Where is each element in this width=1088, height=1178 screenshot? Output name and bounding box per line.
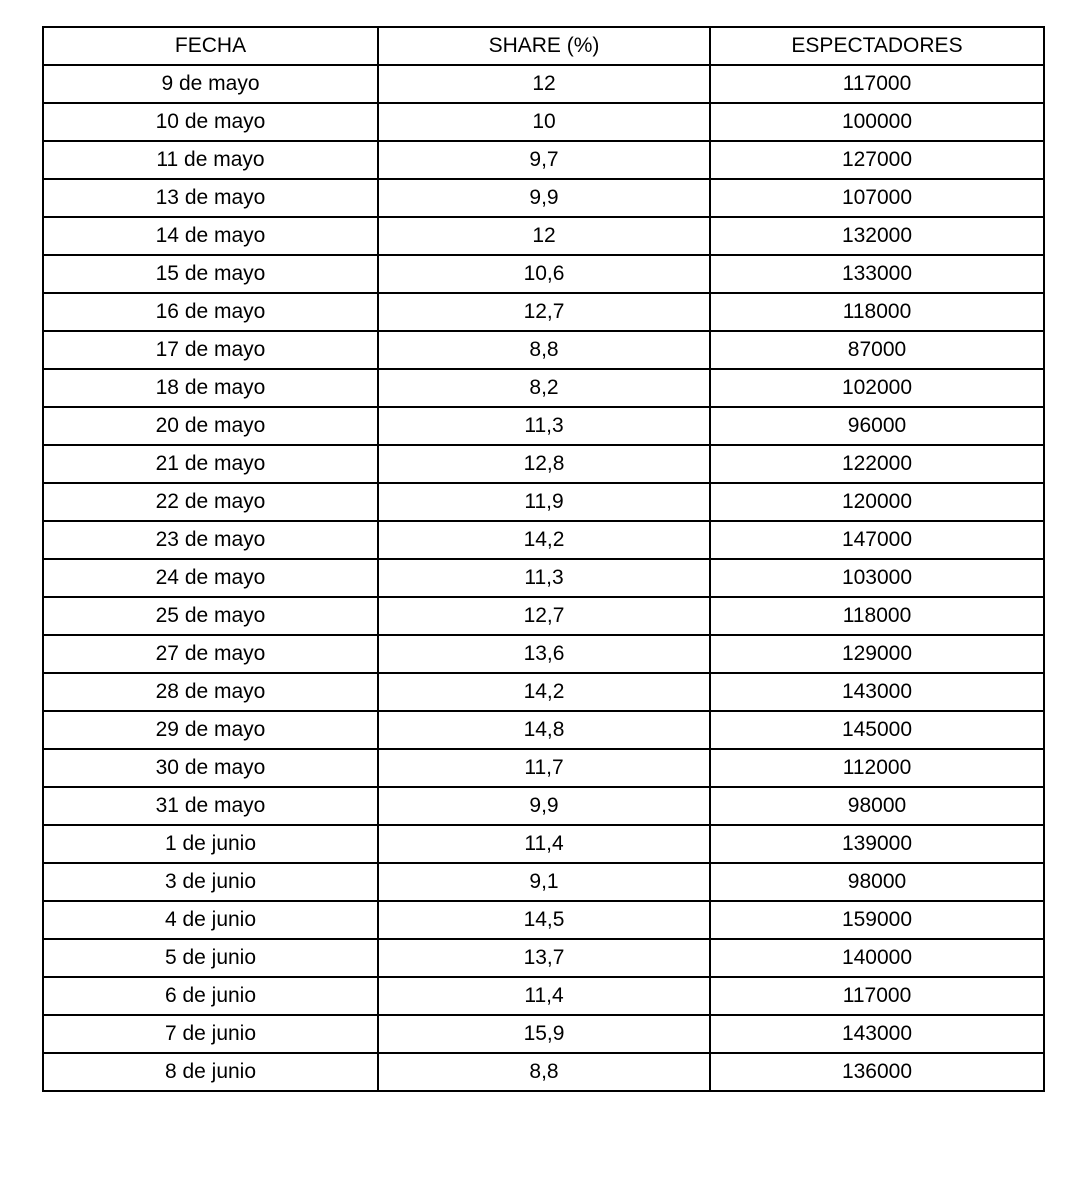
- cell-fecha: 9 de mayo: [43, 65, 378, 103]
- table-row: [43, 407, 1044, 445]
- table-row: [43, 1053, 1044, 1091]
- cell-espectadores: 117000: [710, 65, 1044, 103]
- cell-share: 10,6: [378, 255, 710, 293]
- cell-fecha: 22 de mayo: [43, 483, 378, 521]
- table-row: [43, 977, 1044, 1015]
- cell-espectadores: 139000: [710, 825, 1044, 863]
- cell-share: 12,7: [378, 293, 710, 331]
- cell-share: 12: [378, 65, 710, 103]
- table-row: [43, 65, 1044, 103]
- cell-share: 9,9: [378, 787, 710, 825]
- header-row: [43, 27, 1044, 65]
- column-header-espectadores: ESPECTADORES: [710, 27, 1044, 65]
- table-row: [43, 141, 1044, 179]
- cell-fecha: 11 de mayo: [43, 141, 378, 179]
- ratings-table-container: [42, 26, 1045, 1092]
- cell-espectadores: 132000: [710, 217, 1044, 255]
- cell-espectadores: 143000: [710, 673, 1044, 711]
- cell-share: 11,4: [378, 977, 710, 1015]
- table-body: [43, 65, 1044, 1091]
- table-row: [43, 635, 1044, 673]
- table-row: [43, 293, 1044, 331]
- cell-share: 9,9: [378, 179, 710, 217]
- cell-fecha: 5 de junio: [43, 939, 378, 977]
- cell-fecha: 25 de mayo: [43, 597, 378, 635]
- cell-fecha: 27 de mayo: [43, 635, 378, 673]
- cell-share: 14,5: [378, 901, 710, 939]
- cell-share: 10: [378, 103, 710, 141]
- table-row: [43, 521, 1044, 559]
- table-row: [43, 445, 1044, 483]
- table-row: [43, 711, 1044, 749]
- cell-share: 14,8: [378, 711, 710, 749]
- table-row: [43, 939, 1044, 977]
- table-row: [43, 901, 1044, 939]
- cell-espectadores: 136000: [710, 1053, 1044, 1091]
- cell-espectadores: 117000: [710, 977, 1044, 1015]
- cell-espectadores: 145000: [710, 711, 1044, 749]
- cell-fecha: 13 de mayo: [43, 179, 378, 217]
- cell-espectadores: 129000: [710, 635, 1044, 673]
- table-row: [43, 749, 1044, 787]
- cell-espectadores: 143000: [710, 1015, 1044, 1053]
- cell-espectadores: 147000: [710, 521, 1044, 559]
- cell-espectadores: 103000: [710, 559, 1044, 597]
- cell-espectadores: 127000: [710, 141, 1044, 179]
- cell-espectadores: 118000: [710, 293, 1044, 331]
- ratings-table: [42, 26, 1045, 1092]
- cell-share: 8,2: [378, 369, 710, 407]
- cell-espectadores: 120000: [710, 483, 1044, 521]
- table-row: [43, 787, 1044, 825]
- cell-share: 12,8: [378, 445, 710, 483]
- cell-fecha: 15 de mayo: [43, 255, 378, 293]
- cell-espectadores: 98000: [710, 787, 1044, 825]
- cell-fecha: 4 de junio: [43, 901, 378, 939]
- cell-espectadores: 87000: [710, 331, 1044, 369]
- cell-espectadores: 100000: [710, 103, 1044, 141]
- cell-share: 11,9: [378, 483, 710, 521]
- cell-fecha: 8 de junio: [43, 1053, 378, 1091]
- table-row: [43, 559, 1044, 597]
- cell-fecha: 23 de mayo: [43, 521, 378, 559]
- cell-espectadores: 96000: [710, 407, 1044, 445]
- cell-fecha: 7 de junio: [43, 1015, 378, 1053]
- cell-fecha: 10 de mayo: [43, 103, 378, 141]
- cell-fecha: 18 de mayo: [43, 369, 378, 407]
- table-row: [43, 369, 1044, 407]
- cell-espectadores: 118000: [710, 597, 1044, 635]
- cell-share: 11,7: [378, 749, 710, 787]
- cell-fecha: 31 de mayo: [43, 787, 378, 825]
- cell-share: 8,8: [378, 1053, 710, 1091]
- table-row: [43, 255, 1044, 293]
- cell-share: 11,3: [378, 559, 710, 597]
- cell-fecha: 29 de mayo: [43, 711, 378, 749]
- cell-espectadores: 102000: [710, 369, 1044, 407]
- cell-share: 12: [378, 217, 710, 255]
- cell-share: 11,4: [378, 825, 710, 863]
- table-row: [43, 673, 1044, 711]
- table-row: [43, 825, 1044, 863]
- cell-share: 8,8: [378, 331, 710, 369]
- cell-fecha: 30 de mayo: [43, 749, 378, 787]
- cell-share: 11,3: [378, 407, 710, 445]
- cell-espectadores: 140000: [710, 939, 1044, 977]
- table-row: [43, 331, 1044, 369]
- cell-espectadores: 107000: [710, 179, 1044, 217]
- cell-share: 14,2: [378, 521, 710, 559]
- table-row: [43, 597, 1044, 635]
- table-row: [43, 863, 1044, 901]
- table-row: [43, 103, 1044, 141]
- table-row: [43, 179, 1044, 217]
- cell-fecha: 24 de mayo: [43, 559, 378, 597]
- cell-espectadores: 133000: [710, 255, 1044, 293]
- cell-share: 13,6: [378, 635, 710, 673]
- table-row: [43, 483, 1044, 521]
- cell-share: 9,7: [378, 141, 710, 179]
- cell-espectadores: 122000: [710, 445, 1044, 483]
- column-header-fecha: FECHA: [43, 27, 378, 65]
- cell-share: 12,7: [378, 597, 710, 635]
- table-row: [43, 1015, 1044, 1053]
- cell-fecha: 16 de mayo: [43, 293, 378, 331]
- cell-fecha: 28 de mayo: [43, 673, 378, 711]
- cell-espectadores: 98000: [710, 863, 1044, 901]
- column-header-share: SHARE (%): [378, 27, 710, 65]
- cell-share: 13,7: [378, 939, 710, 977]
- cell-share: 15,9: [378, 1015, 710, 1053]
- cell-fecha: 1 de junio: [43, 825, 378, 863]
- cell-share: 9,1: [378, 863, 710, 901]
- cell-fecha: 17 de mayo: [43, 331, 378, 369]
- table-row: [43, 217, 1044, 255]
- cell-fecha: 3 de junio: [43, 863, 378, 901]
- cell-fecha: 20 de mayo: [43, 407, 378, 445]
- cell-fecha: 14 de mayo: [43, 217, 378, 255]
- cell-fecha: 6 de junio: [43, 977, 378, 1015]
- cell-espectadores: 112000: [710, 749, 1044, 787]
- cell-share: 14,2: [378, 673, 710, 711]
- cell-fecha: 21 de mayo: [43, 445, 378, 483]
- cell-espectadores: 159000: [710, 901, 1044, 939]
